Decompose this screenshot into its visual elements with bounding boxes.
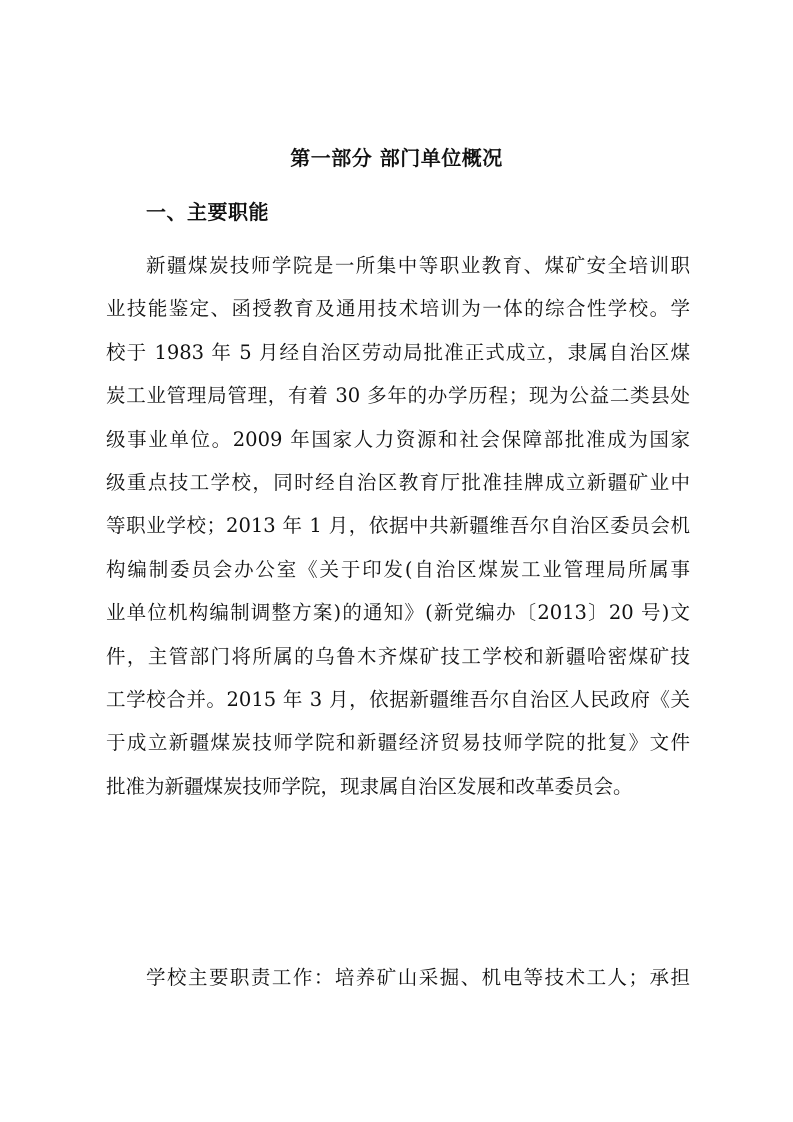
paragraph-line: 业单位机构编制调整方案)的通知》(新党编办〔2013〕20 号)文: [106, 601, 690, 625]
paragraph-line: 级事业单位。2009 年国家人力资源和社会保障部批准成为国家: [106, 427, 690, 451]
paragraph-line: 新疆煤炭技师学院是一所集中等职业教育、煤矿安全培训职: [146, 254, 690, 277]
paragraph-line: 批准为新疆煤炭技师学院，现隶属自治区发展和改革委员会。: [106, 774, 633, 798]
paragraph-school-duties: [106, 956, 690, 999]
paragraph-line: 炭工业管理局管理，有着 30 多年的办学历程；现为公益二类县处: [106, 384, 690, 408]
paragraph-main-functions: [106, 244, 690, 944]
section-heading: 一、主要职能: [146, 200, 269, 224]
paragraph-line: 业技能鉴定、函授教育及通用技术培训为一体的综合性学校。学: [106, 297, 690, 321]
document-title: 第一部分 部门单位概况: [290, 146, 503, 170]
paragraph-line: 于成立新疆煤炭技师学院和新疆经济贸易技师学院的批复》文件: [106, 731, 690, 755]
paragraph-line: 学校主要职责工作：培养矿山采掘、机电等技术工人；承担: [146, 966, 690, 989]
paragraph-line: 件，主管部门将所属的乌鲁木齐煤矿技工学校和新疆哈密煤矿技: [106, 644, 690, 668]
paragraph-line: 工学校合并。2015 年 3 月，依据新疆维吾尔自治区人民政府《关: [106, 687, 690, 711]
paragraph-line: 校于 1983 年 5 月经自治区劳动局批准正式成立，隶属自治区煤: [106, 340, 690, 364]
paragraph-line: 等职业学校；2013 年 1 月，依据中共新疆维吾尔自治区委员会机: [106, 514, 690, 538]
paragraph-line: 构编制委员会办公室《关于印发(自治区煤炭工业管理局所属事: [106, 557, 690, 581]
paragraph-line: 级重点技工学校，同时经自治区教育厅批准挂牌成立新疆矿业中: [106, 470, 690, 494]
